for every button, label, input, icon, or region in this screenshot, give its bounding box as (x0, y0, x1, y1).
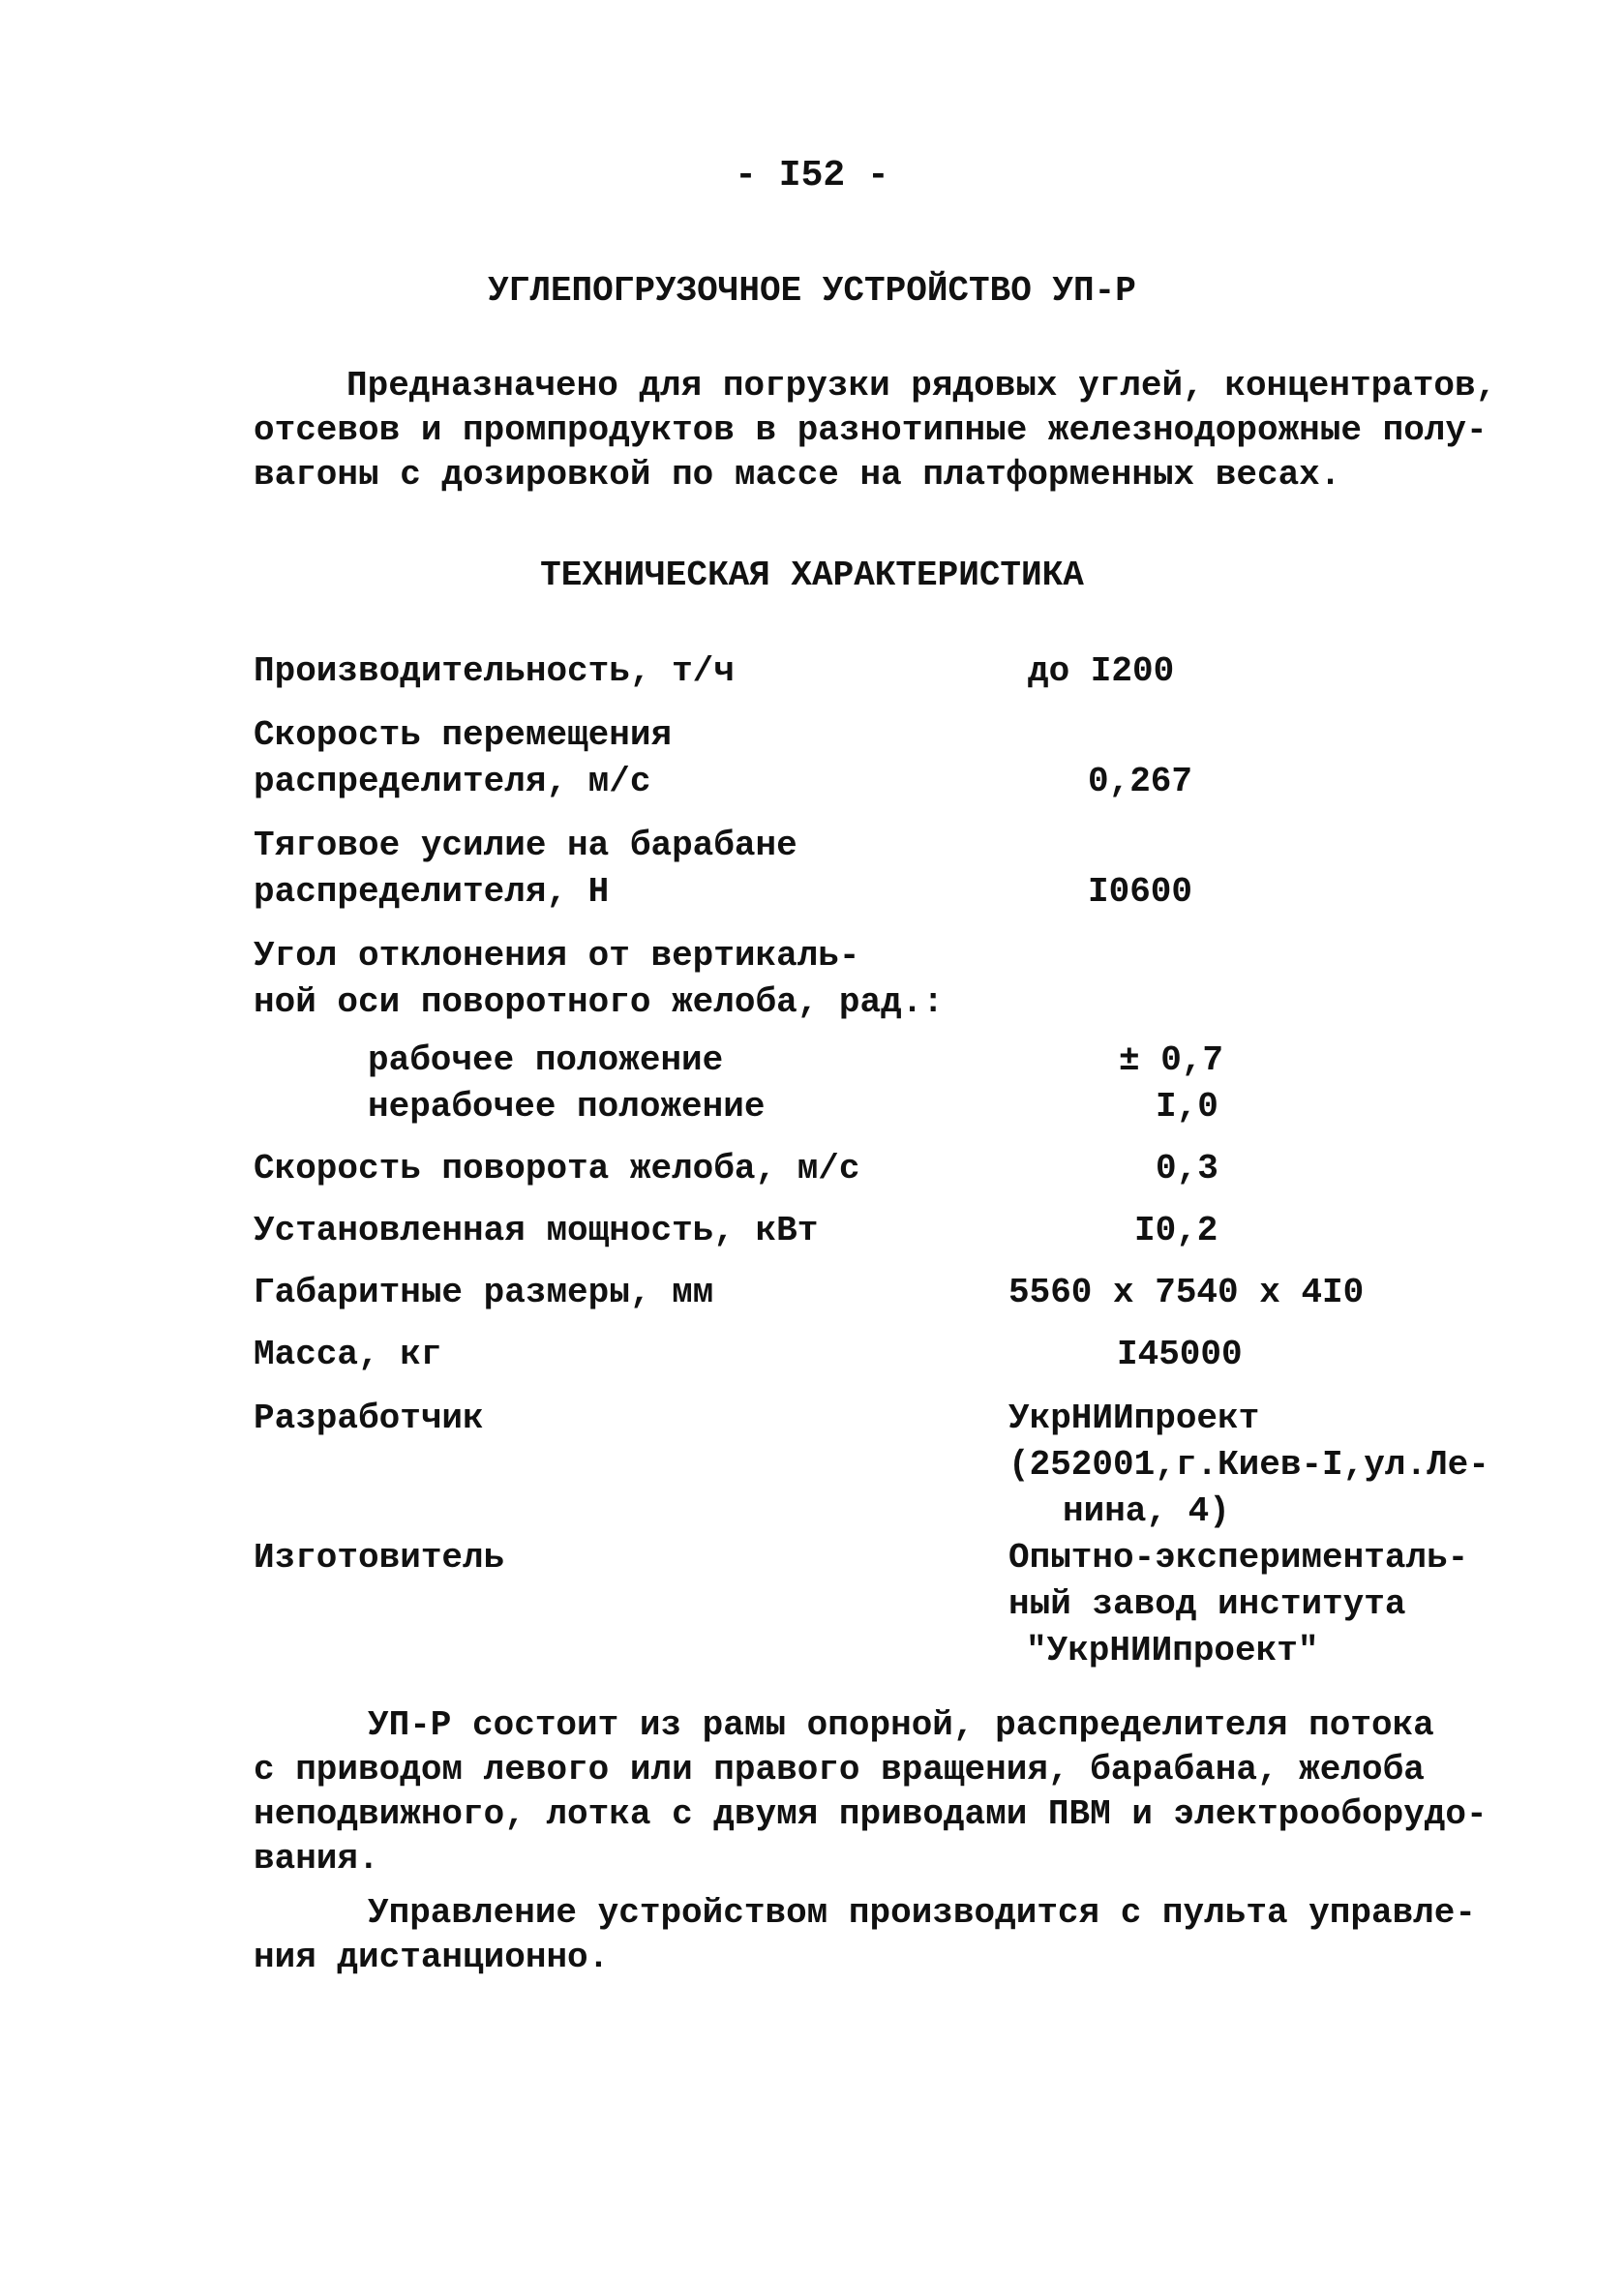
spec-value: нина, 4) (1063, 1491, 1230, 1531)
spec-value: (252001,г.Киев-I,ул.Ле- (1008, 1445, 1489, 1485)
spec-row-traction-heading (254, 823, 1463, 869)
spec-row-developer-cont (254, 1442, 1489, 1489)
spec-label: Угол отклонения от вертикаль- (254, 936, 860, 976)
spec-row-manufacturer-cont (254, 1581, 1463, 1628)
spec-label: распределителя, м/с (254, 762, 651, 801)
spec-value: 5560 х 7540 х 4I0 (1008, 1273, 1365, 1312)
spec-value: Опытно-эксперименталь- (1008, 1538, 1469, 1578)
spec-row-developer-cont (254, 1489, 1463, 1535)
spec-value: 0,267 (1088, 762, 1193, 801)
spec-value: ± 0,7 (1119, 1040, 1224, 1080)
spec-label: Производительность, т/ч (254, 651, 735, 691)
spec-value: I,0 (1156, 1087, 1218, 1127)
spec-value: УкрНИИпроект (1008, 1399, 1260, 1438)
spec-label: Изготовитель (254, 1538, 505, 1578)
spec-label: Тяговое усилие на барабане (254, 826, 797, 865)
spec-label: Разработчик (254, 1399, 484, 1438)
spec-value: I0600 (1088, 872, 1193, 912)
spec-value: 0,3 (1156, 1149, 1218, 1188)
spec-row-manufacturer (254, 1535, 1469, 1581)
spec-value: до I200 (1028, 651, 1175, 691)
spec-row-developer (254, 1396, 1463, 1442)
spec-row-power (254, 1208, 1463, 1254)
description-line: УП-Р состоит из рамы опорной, распределителя потока (368, 1705, 1434, 1745)
intro-line: отсевов и промпродуктов в разнотипные железнодорожные полу- (254, 410, 1488, 450)
spec-row-mass (254, 1332, 1463, 1378)
spec-row-manufacturer-cont (254, 1628, 1463, 1674)
spec-label: Масса, кг (254, 1335, 442, 1374)
spec-value: ный завод института (1008, 1584, 1406, 1624)
spec-label: Скорость перемещения (254, 715, 673, 755)
spec-value: "УкрНИИпроект" (1026, 1631, 1319, 1670)
spec-row-productivity (254, 648, 1463, 695)
control-line: Управление устройством производится с пульта управле- (368, 1893, 1476, 1933)
spec-label: рабочее положение (368, 1040, 724, 1080)
intro-line: вагоны с дозировкой по массе на платформенных весах. (254, 455, 1341, 495)
intro-line: Предназначено для погрузки рядовых углей, концентратов, (346, 366, 1497, 406)
description-line: с приводом левого или правого вращения, барабана, желоба (254, 1750, 1425, 1790)
spec-label: ной оси поворотного желоба, рад.: (254, 982, 944, 1022)
spec-label: Установленная мощность, кВт (254, 1211, 819, 1250)
spec-label: нерабочее положение (368, 1087, 766, 1127)
spec-row-traction (254, 869, 1463, 916)
spec-row-working-position (254, 1038, 1463, 1084)
control-line: ния дистанционно. (254, 1938, 610, 1977)
spec-value: I0,2 (1134, 1211, 1218, 1250)
description-line: вания. (254, 1839, 379, 1879)
spec-row-speed (254, 759, 1463, 805)
document-title: УГЛЕПОГРУЗОЧНОЕ УСТРОЙСТВО УП-Р (488, 271, 1136, 311)
spec-heading: ТЕХНИЧЕСКАЯ ХАРАКТЕРИСТИКА (540, 556, 1084, 595)
spec-row-angle-heading-1 (254, 933, 1463, 979)
spec-label: Габаритные размеры, мм (254, 1273, 714, 1312)
page-number: - I52 - (735, 155, 889, 196)
spec-label: Скорость поворота желоба, м/с (254, 1149, 860, 1188)
spec-row-dimensions (254, 1270, 1463, 1316)
description-line: неподвижного, лотка с двумя приводами ПВМ и электрооборудо- (254, 1794, 1488, 1834)
spec-row-angle-heading-2 (254, 979, 1463, 1026)
spec-row-nonworking-position (254, 1084, 1463, 1130)
spec-row-speed-heading (254, 712, 1463, 759)
spec-row-rotation-speed (254, 1146, 1463, 1192)
spec-label: распределителя, Н (254, 872, 610, 912)
spec-value: I45000 (1117, 1335, 1243, 1374)
